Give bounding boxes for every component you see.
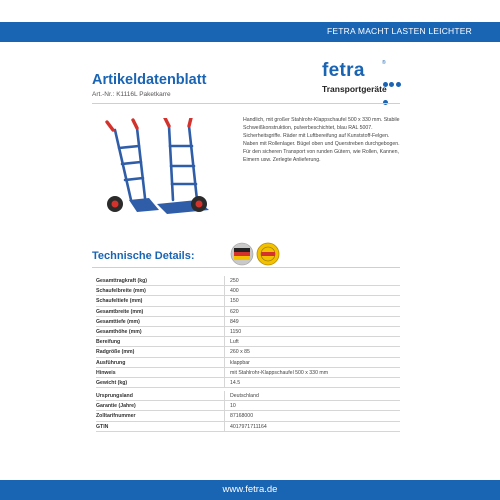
spec-label: Gesamthöhe (mm) xyxy=(96,328,142,335)
spec-value: Luft xyxy=(230,339,239,346)
title-divider xyxy=(92,103,400,104)
column-divider xyxy=(224,358,225,367)
table-row xyxy=(96,337,400,347)
table-row xyxy=(96,296,400,306)
table-row xyxy=(96,411,400,421)
spec-label: Gesamttiefe (mm) xyxy=(96,318,140,325)
column-divider xyxy=(224,317,225,326)
table-row xyxy=(96,368,400,378)
spec-value: 150 xyxy=(230,298,239,305)
spec-value: 260 x 85 xyxy=(230,349,250,356)
fetra-logo xyxy=(322,60,402,100)
tech-divider xyxy=(92,267,400,268)
spec-value: 87168000 xyxy=(230,413,254,420)
footer-website-link[interactable]: www.fetra.de xyxy=(222,484,278,495)
table-row xyxy=(96,347,400,357)
spec-value: klappbar xyxy=(230,359,250,366)
spec-value: 400 xyxy=(230,288,239,295)
certification-badges xyxy=(229,240,281,268)
spec-label: Zolltarifnummer xyxy=(96,413,136,420)
spec-value: 620 xyxy=(230,308,239,315)
table-row xyxy=(96,422,400,432)
table-row xyxy=(96,378,400,388)
spec-label: Gewicht (kg) xyxy=(96,379,128,386)
logo-registered-mark: ® xyxy=(382,60,386,66)
made-in-germany-badge xyxy=(231,243,253,265)
table-row xyxy=(96,276,400,286)
table-row xyxy=(96,317,400,327)
spec-label: Hinweis xyxy=(96,369,116,376)
column-divider xyxy=(224,337,225,346)
column-divider xyxy=(224,347,225,356)
spec-table xyxy=(96,276,400,432)
column-divider xyxy=(224,411,225,420)
column-divider xyxy=(224,327,225,336)
table-row xyxy=(96,401,400,411)
page-title: Artikeldatenblatt xyxy=(92,72,207,88)
spec-label: Garantie (Jahre) xyxy=(96,403,136,410)
tech-details-heading: Technische Details: xyxy=(92,250,195,262)
spec-value: 1150 xyxy=(230,328,242,335)
spec-value: 4017971711164 xyxy=(230,423,267,430)
footer-bar xyxy=(0,480,500,500)
column-divider xyxy=(224,286,225,295)
spec-label: GTIN xyxy=(96,423,109,430)
spec-value: 250 xyxy=(230,278,239,284)
column-divider xyxy=(224,307,225,316)
table-row xyxy=(96,286,400,296)
table-row xyxy=(96,307,400,317)
article-number: Art.-Nr.: K1116L Paketkarre xyxy=(92,91,171,98)
column-divider xyxy=(224,391,225,400)
spec-value: 849 xyxy=(230,318,239,325)
table-row xyxy=(96,358,400,368)
spec-label: Gesamtbreite (mm) xyxy=(96,308,144,315)
spec-label: Schaufeltiefe (mm) xyxy=(96,298,143,305)
spec-label: Ausführung xyxy=(96,359,126,366)
column-divider xyxy=(224,422,225,431)
column-divider xyxy=(224,276,225,285)
column-divider xyxy=(224,296,225,305)
spec-value: 14.5 xyxy=(230,379,241,386)
product-image-hand-truck xyxy=(93,118,223,218)
top-banner xyxy=(0,22,500,42)
spec-label: Radgröße (mm) xyxy=(96,349,135,356)
spec-value: mit Stahlrohr-Klappschaufel 500 x 330 mm xyxy=(230,369,329,376)
table-row xyxy=(96,391,400,401)
column-divider xyxy=(224,368,225,377)
column-divider xyxy=(224,378,225,387)
spec-label: Gesamttragkraft (kg) xyxy=(96,278,148,284)
logo-subtitle: Transportgeräte xyxy=(322,84,387,94)
spec-label: Bereifung xyxy=(96,339,121,346)
column-divider xyxy=(224,401,225,410)
spec-value: Deutschland xyxy=(230,393,259,400)
logo-brand: fetra xyxy=(322,60,365,81)
spec-label: Ursprungsland xyxy=(96,393,133,400)
table-row xyxy=(96,327,400,337)
spec-value: 10 xyxy=(230,403,236,410)
product-description: Handlich, mit großer Stahlrohr-Klappschaufel 500 x 330 mm. Stabile Schweißkonstruktion, pulverbeschichtet, blau RAL 5007. Sicherheitsgriffe. Räder mit Luftbereifung auf Kunststoff-Felgen. Naben mit Rollenlager. Bügel oben und Querstreben durchgebogen. Für den sicheren Transport von runden Gütern, wie Rollen, Kannen, Eimern usw. Zerlegte Anlieferung. xyxy=(243,117,400,163)
quality-seal-badge xyxy=(257,243,279,265)
banner-slogan: FETRA MACHT LASTEN LEICHTER xyxy=(326,26,472,36)
spec-label: Schaufelbreite (mm) xyxy=(96,288,146,295)
